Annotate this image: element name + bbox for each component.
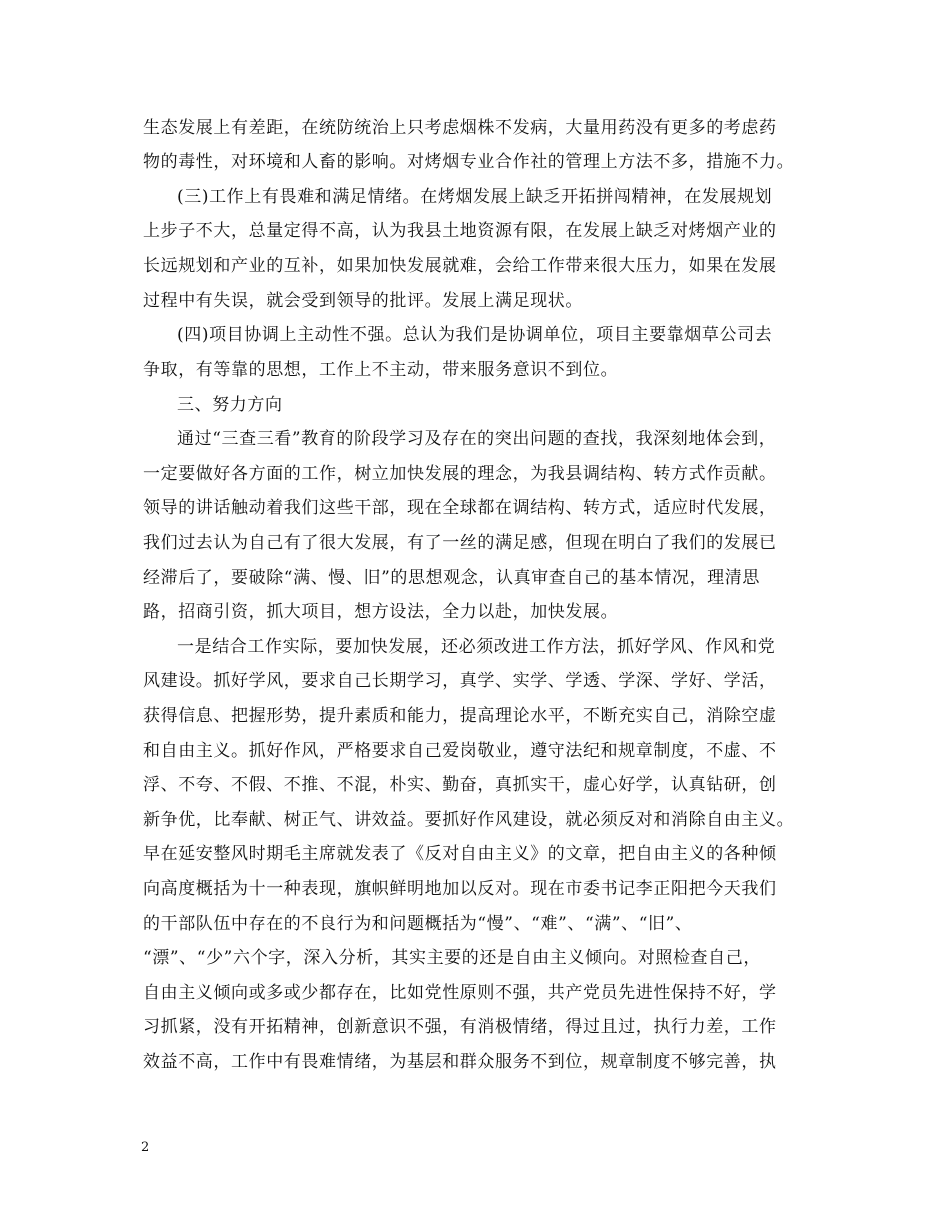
- text-line: 争取，有等靠的思想，工作上不主动，带来服务意识不到位。: [143, 360, 619, 380]
- text-line: 效益不高，工作中有畏难情绪，为基层和群众服务不到位，规章制度不够完善，执: [143, 1052, 777, 1072]
- text-line: 我们过去认为自己有了很大发展，有了一丝的满足感，但现在明白了我们的发展已: [143, 533, 777, 553]
- text-line: 自由主义倾向或多或少都存在，比如党性原则不强，共产党员先进性保持不好，学: [143, 983, 777, 1003]
- text-line: 获得信息、把握形势，提升素质和能力，提高理论水平，不断充实自己，消除空虚: [143, 706, 777, 726]
- text-line: 浮、不夸、不假、不推、不混，朴实、勤奋，真抓实干，虚心好学，认真钻研，创: [143, 775, 777, 795]
- text-line: 生态发展上有差距，在统防统治上只考虑烟株不发病，大量用药没有更多的考虑药: [143, 118, 777, 138]
- paragraph-start-line: 通过“三查三看”教育的阶段学习及存在的突出问题的查找，我深刻地体会到，: [177, 429, 777, 449]
- text-line: 物的毒性，对环境和人畜的影响。对烤烟专业合作社的管理上方法不多，措施不力。: [143, 152, 795, 172]
- text-line: 领导的讲话触动着我们这些干部，现在全球都在调结构、转方式，适应时代发展，: [143, 498, 777, 518]
- text-line: 风建设。抓好学风，要求自己长期学习，真学、实学、学透、学深、学好、学活，: [143, 671, 777, 691]
- text-line: 和自由主义。抓好作风，严格要求自己爱岗敬业，遵守法纪和规章制度，不虚、不: [143, 741, 777, 761]
- section-heading: 三、努力方向: [177, 395, 283, 415]
- text-line: 路，招商引资，抓大项目，想方设法，全力以赴，加快发展。: [143, 602, 619, 622]
- text-line: 长远规划和产业的互补，如果加快发展就难，会给工作带来很大压力，如果在发展: [143, 256, 777, 276]
- text-line: 向高度概括为十一种表现，旗帜鲜明地加以反对。现在市委书记李正阳把今天我们: [143, 879, 777, 899]
- text-line: 经滞后了，要破除“满、慢、旧”的思想观念，认真审查自己的基本情况，理清思: [143, 568, 760, 588]
- text-line: “漂”、“少”六个字，深入分析，其实主要的还是自由主义倾向。对照检查自己，: [143, 948, 761, 968]
- text-line: 新争优，比奉献、树正气、讲效益。要抓好作风建设，就必须反对和消除自由主义。: [143, 810, 795, 830]
- paragraph-start-line: (四)项目协调上主动性不强。总认为我们是协调单位，项目主要靠烟草公司去: [177, 325, 773, 345]
- text-line: 的干部队伍中存在的不良行为和问题概括为“慢”、“难”、“满”、“旧”、: [143, 914, 693, 934]
- text-line: 过程中有失误，就会受到领导的批评。发展上满足现状。: [143, 291, 583, 311]
- text-line: 上步子不大，总量定得不高，认为我县土地资源有限，在发展上缺乏对烤烟产业的: [143, 221, 777, 241]
- paragraph-start-line: (三)工作上有畏难和满足情绪。在烤烟发展上缺乏开拓拼闯精神，在发展规划: [177, 187, 773, 207]
- text-line: 习抓紧，没有开拓精神，创新意识不强，有消极情绪，得过且过，执行力差，工作: [143, 1017, 777, 1037]
- text-line: 一定要做好各方面的工作，树立加快发展的理念，为我县调结构、转方式作贡献。: [143, 464, 777, 484]
- paragraph-start-line: 一是结合工作实际，要加快发展，还必须改进工作方法，抓好学风、作风和党: [177, 637, 776, 657]
- page-number: 2: [141, 1140, 150, 1155]
- text-line: 早在延安整风时期毛主席就发表了《反对自由主义》的文章，把自由主义的各种倾: [143, 844, 777, 864]
